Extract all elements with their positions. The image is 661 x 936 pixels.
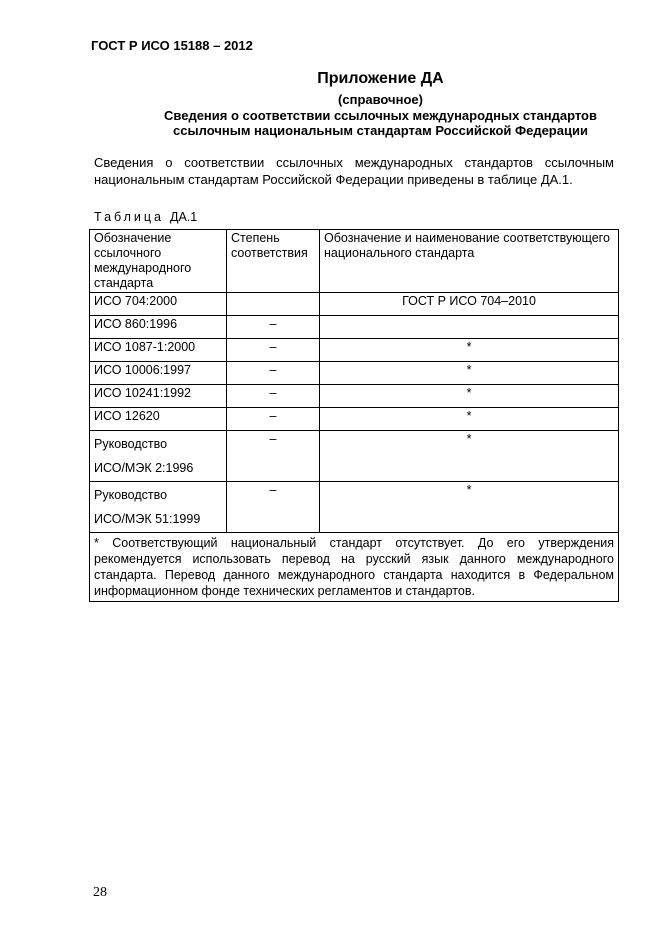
table-row [90, 482, 619, 533]
table-row [90, 293, 619, 316]
cell-degree: – [227, 408, 320, 431]
correspondence-table [89, 229, 619, 602]
cell-degree [227, 293, 320, 316]
header-reference-standard: Обозначение ссылочного международного стандарта [90, 230, 227, 293]
table-row [90, 362, 619, 385]
table-row [90, 385, 619, 408]
cell-degree: – [227, 339, 320, 362]
page-number: 28 [93, 885, 107, 900]
cell-degree: – [227, 482, 320, 533]
cell-national: * [320, 362, 619, 385]
cell-national [320, 316, 619, 339]
table-label-word: Таблица [94, 210, 165, 224]
cell-reference: ИСО 704:2000 [90, 293, 227, 316]
cell-national: * [320, 339, 619, 362]
cell-degree: – [227, 362, 320, 385]
cell-reference [90, 482, 227, 533]
annex-subtitle: (справочное) [338, 92, 423, 107]
table-row [90, 408, 619, 431]
header-degree: Степень соответствия [227, 230, 320, 293]
annex-title: Приложение ДА [317, 70, 444, 87]
cell-degree: – [227, 431, 320, 482]
cell-degree: – [227, 385, 320, 408]
table-footnote-row [90, 533, 619, 602]
table-row [90, 431, 619, 482]
cell-reference: ИСО 860:1996 [90, 316, 227, 339]
cell-degree: – [227, 316, 320, 339]
cell-reference-line1: Руководство [94, 437, 168, 451]
cell-reference-line1: Руководство [94, 488, 168, 502]
cell-national: ГОСТ Р ИСО 704–2010 [320, 293, 619, 316]
cell-national: * [320, 431, 619, 482]
cell-national: * [320, 385, 619, 408]
table-row [90, 316, 619, 339]
table-footnote: * Соответствующий национальный стандарт отсутствует. До его утверждения рекомендуется использовать перевод на русский язык данного международного стандарта. Перевод данного международного стандарта находится в Федеральном информационном фонде технических регламентов и стандартов. [90, 533, 619, 602]
cell-reference-line2: ИСО/МЭК 51:1999 [94, 512, 201, 526]
annex-description-line1: Сведения о соответствии ссылочных международных стандартов [164, 108, 597, 123]
annex-description-line2: ссылочным национальным стандартам Российской Федерации [173, 123, 588, 138]
table-label-id: ДА.1 [170, 210, 198, 224]
table-header-row [90, 230, 619, 293]
cell-reference-line2: ИСО/МЭК 2:1996 [94, 461, 194, 475]
annex-description [50, 108, 661, 138]
intro-paragraph: Сведения о соответствии ссылочных международных стандартов ссылочным национальным стандартам Российской Федерации приведены в таблице ДА.1. [94, 155, 614, 187]
cell-national: * [320, 408, 619, 431]
cell-reference [90, 431, 227, 482]
cell-national: * [320, 482, 619, 533]
document-header: ГОСТ Р ИСО 15188 – 2012 [91, 38, 253, 53]
cell-reference: ИСО 10006:1997 [90, 362, 227, 385]
header-national-standard: Обозначение и наименование соответствующего национального стандарта [320, 230, 619, 293]
table-label [94, 210, 197, 224]
cell-reference: ИСО 1087-1:2000 [90, 339, 227, 362]
cell-reference: ИСО 12620 [90, 408, 227, 431]
table-row [90, 339, 619, 362]
cell-reference: ИСО 10241:1992 [90, 385, 227, 408]
